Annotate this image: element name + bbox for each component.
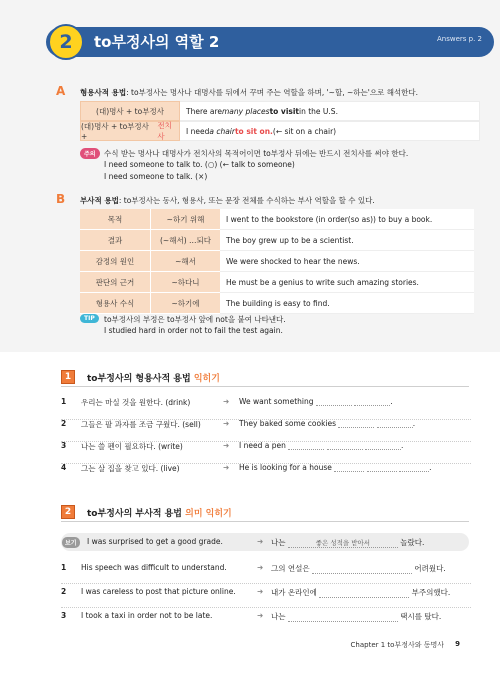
example-badge: 보기 [62,537,80,548]
section-b-row [80,293,474,314]
item-korean: 나는 쓸 펜이 필요하다. (write) [81,442,183,451]
exercise-2-item [61,587,471,603]
answers-reference: Answers p. 2 [436,35,482,43]
divider [61,386,469,387]
section-b-intro [80,195,375,206]
section-b-intro-rest: : to부정사는 동사, 형용사, 또는 문장 전체를 수식하는 부사 역할을 할 수 있다. [118,196,375,205]
arrow-icon: ➜ [223,441,230,450]
arrow-icon: ➜ [257,587,264,596]
exercise-2-number: 2 [61,505,75,519]
item-korean [271,587,450,598]
section-a-row-2-example [180,121,480,141]
exercise-2-item [61,611,471,627]
example-korean [271,537,424,548]
item-korean [271,611,441,622]
section-a-row-2-form [80,121,180,141]
arrow-icon: ➜ [223,397,230,406]
answer-blank[interactable] [338,420,374,428]
answer-blank[interactable] [312,566,412,574]
usage-example: We were shocked to hear the news. [220,251,474,272]
exercise-1-item [61,463,471,477]
text: 나는 [271,612,286,621]
item-number: 1 [61,397,67,406]
usage-example: The boy grew up to be a scientist. [220,230,474,251]
exercise-1-item [61,397,471,411]
usage-label: 형용사 수식 [80,293,150,314]
item-number: 3 [61,441,67,450]
section-a-row-1-form: (대)명사 + to부정사 [80,101,180,121]
answer-blank[interactable] [288,614,398,622]
text: 그의 연설은 [271,564,310,573]
section-a-row-1-example [180,101,480,121]
usage-label: 판단의 근거 [80,272,150,293]
usage-meaning: ~하기에 [150,293,220,314]
section-a-row-1 [80,101,480,121]
item-english [239,397,393,406]
text: There are [186,106,222,116]
text: I need a pen [239,441,286,450]
item-korean: 그는 살 집을 찾고 있다. (live) [81,464,180,473]
exercise-2-example [61,537,471,553]
text: (← sit on a chair) [272,126,337,136]
item-english: I took a taxi in order not to be late. [81,611,213,620]
item-number: 2 [61,587,67,596]
section-b-row [80,272,474,293]
item-english [239,419,415,428]
text-orange: 의미 익히기 [185,508,232,519]
item-number: 3 [61,611,67,620]
item-korean: 우리는 마실 것을 원한다. (drink) [81,398,191,407]
section-a-intro [80,87,418,98]
section-a-row-2 [80,121,480,141]
note-badge: 주의 [80,148,100,159]
exercise-1-number: 1 [61,370,75,384]
text: We want something [239,397,314,406]
example-answer: 좋은 성적을 받아서 [288,538,398,548]
section-a-letter: A [56,84,66,98]
item-english [239,441,403,450]
answer-blank[interactable] [327,442,363,450]
answer-blank[interactable] [334,464,364,472]
answer-blank[interactable] [367,464,397,472]
text: 택시를 탔다. [400,612,442,621]
section-a-intro-bold: 형용사적 용법 [80,88,127,97]
note-example-1: I need someone to talk to. (○) (← talk to someone) [104,160,295,169]
text-italic: a chair [209,126,235,136]
item-english: I was careless to post that picture online. [81,587,236,596]
section-b-row [80,209,474,230]
arrow-icon: ➜ [223,419,230,428]
text: to부정사의 형용사적 용법 [87,373,194,384]
section-b-row [80,251,474,272]
item-korean [271,563,446,574]
section-a-intro-rest: : to부정사는 명사나 대명사를 뒤에서 꾸며 주는 역할을 하며, '~할, ~하는'으로 해석한다. [126,88,419,97]
exercise-2-title [87,506,232,519]
section-b-intro-bold: 부사적 용법 [80,196,119,205]
tip-example: I studied hard in order not to fail the test again. [104,326,283,335]
text-bold: to visit [269,106,300,116]
text: to부정사의 부사적 용법 [87,508,186,519]
exercise-1-title [87,371,220,384]
text: . [401,441,404,450]
section-b-letter: B [56,192,66,206]
text: He is looking for a house [239,463,332,472]
tip-text: to부정사의 부정은 to부정사 앞에 not을 붙여 나타낸다. [104,315,286,324]
answer-blank[interactable] [377,419,416,428]
exercise-1-item [61,419,471,433]
exercise-1-item [61,441,471,455]
usage-example: I went to the bookstore (in order(so as)) to buy a book. [220,209,474,230]
item-number: 2 [61,419,67,428]
arrow-icon: ➜ [257,563,264,572]
note-text: 수식 받는 명사나 대명사가 전치사의 목적어이면 to부정사 뒤에는 반드시 전치사를 써야 한다. [104,149,409,158]
usage-example: The building is easy to find. [220,293,474,314]
text: They baked some cookies [239,419,337,428]
lesson-number: 2 [48,24,84,60]
arrow-icon: ➜ [223,463,230,472]
usage-label: 감정의 원인 [80,251,150,272]
usage-example: He must be a genius to write such amazing stories. [220,272,474,293]
text-bold: to sit on. [234,126,273,136]
usage-meaning: ~하다니 [150,272,220,293]
lesson-title: to부정사의 역할 2 [94,33,220,51]
usage-meaning: (~해서) …되다 [150,230,220,251]
divider [61,607,471,608]
tip-badge: TIP [80,314,99,323]
text: . [429,463,432,472]
divider [61,583,471,584]
text: in the U.S. [299,106,338,116]
answer-blank[interactable] [399,463,432,472]
item-number: 1 [61,563,67,572]
text: . [412,419,416,428]
text: 놀랐다. [400,538,425,547]
page-number: 9 [455,640,460,648]
answer-blank[interactable] [365,441,404,450]
text: 어려웠다. [414,564,446,573]
text: 내가 온라인에 [271,588,317,597]
text-orange: 익히기 [193,373,220,384]
text-italic: many places [222,106,270,116]
text: 부주의했다. [411,588,451,597]
divider [61,521,469,522]
note-example-2: I need someone to talk. (×) [104,172,208,181]
item-number: 4 [61,463,67,472]
item-english: His speech was difficult to understand. [81,563,227,572]
exercise-1-heading [61,368,220,386]
usage-label: 목적 [80,209,150,230]
usage-meaning: ~해서 [150,251,220,272]
section-b-row [80,230,474,251]
exercise-2-heading [61,503,232,521]
item-english [239,463,431,472]
text: (대)명사 + to부정사 + [81,122,149,141]
exercise-2-item [61,563,471,579]
text-red: 전치사 [157,121,172,141]
item-korean: 그들은 팔 과자를 조금 구웠다. (sell) [81,420,201,429]
usage-meaning: ~하기 위해 [150,209,220,230]
answer-blank[interactable] [316,398,352,406]
answer-blank[interactable] [288,442,324,450]
usage-label: 결과 [80,230,150,251]
answer-blank[interactable] [319,590,409,598]
text: I need [186,126,210,136]
text: 나는 [271,538,286,547]
text: . [390,397,393,406]
answer-blank[interactable] [354,397,393,406]
footer-chapter: Chapter 1 to부정사와 동명사 [350,641,444,649]
arrow-icon: ➜ [257,611,264,620]
example-english: I was surprised to get a good grade. [87,537,223,546]
arrow-icon: ➜ [257,537,264,546]
